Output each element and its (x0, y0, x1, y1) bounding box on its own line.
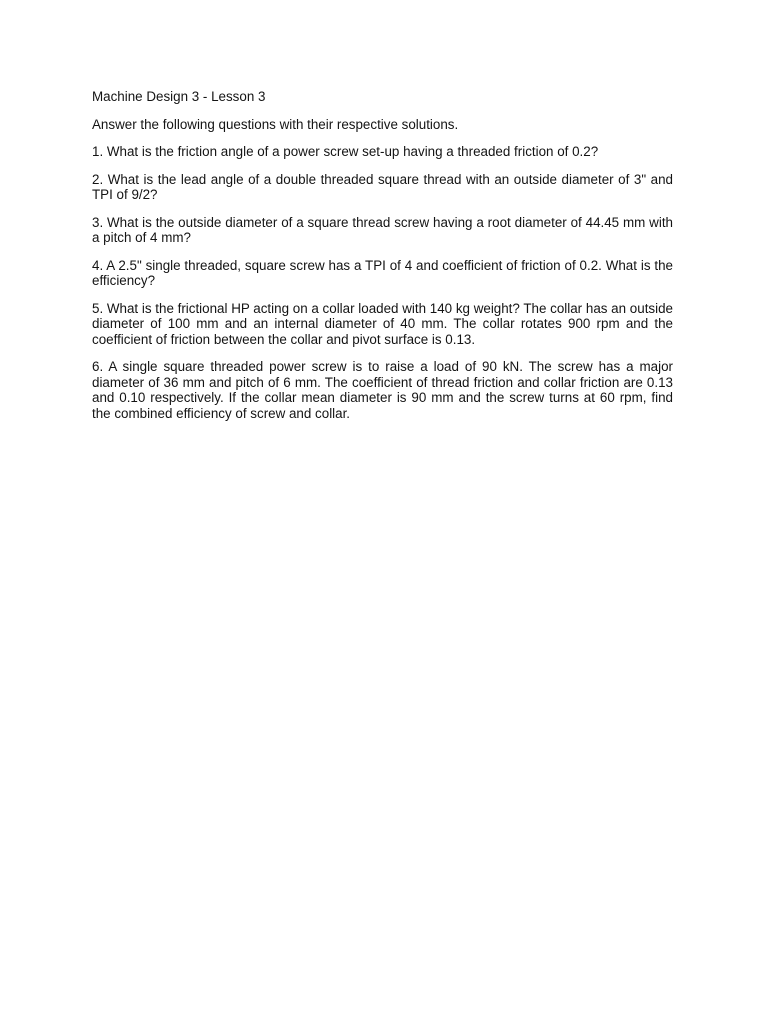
question-1: 1. What is the friction angle of a power screw set-up having a threaded friction of 0.2? (92, 144, 599, 159)
document-title: Machine Design 3 - Lesson 3 (92, 89, 266, 104)
question-3: 3. What is the outside diameter of a square thread screw having a root diameter of 44.45 mm with a pitch of 4 mm? (92, 214, 673, 245)
question-6: 6. A single square threaded power screw is to raise a load of 90 kN. The screw has a major diameter of 36 mm and pitch of 6 mm. The coefficient of thread friction and collar friction are 0.13 and 0.10 respectively. If the collar mean diameter is 90 mm and the screw turns at 60 rpm, find the combined efficiency of screw and collar. (92, 359, 673, 421)
question-2: 2. What is the lead angle of a double threaded square thread with an outside diameter of 3" and TPI of 9/2? (92, 171, 673, 202)
question-5: 5. What is the frictional HP acting on a collar loaded with 140 kg weight? The collar has an outside diameter of 100 mm and an internal diameter of 40 mm. The collar rotates 900 rpm and the coefficient of friction between the collar and pivot surface is 0.13. (92, 300, 673, 347)
question-list (92, 144, 673, 421)
document-instructions: Answer the following questions with their respective solutions. (92, 116, 459, 132)
question-4: 4. A 2.5" single threaded, square screw has a TPI of 4 and coefficient of friction of 0.2. What is the efficiency? (92, 257, 673, 288)
